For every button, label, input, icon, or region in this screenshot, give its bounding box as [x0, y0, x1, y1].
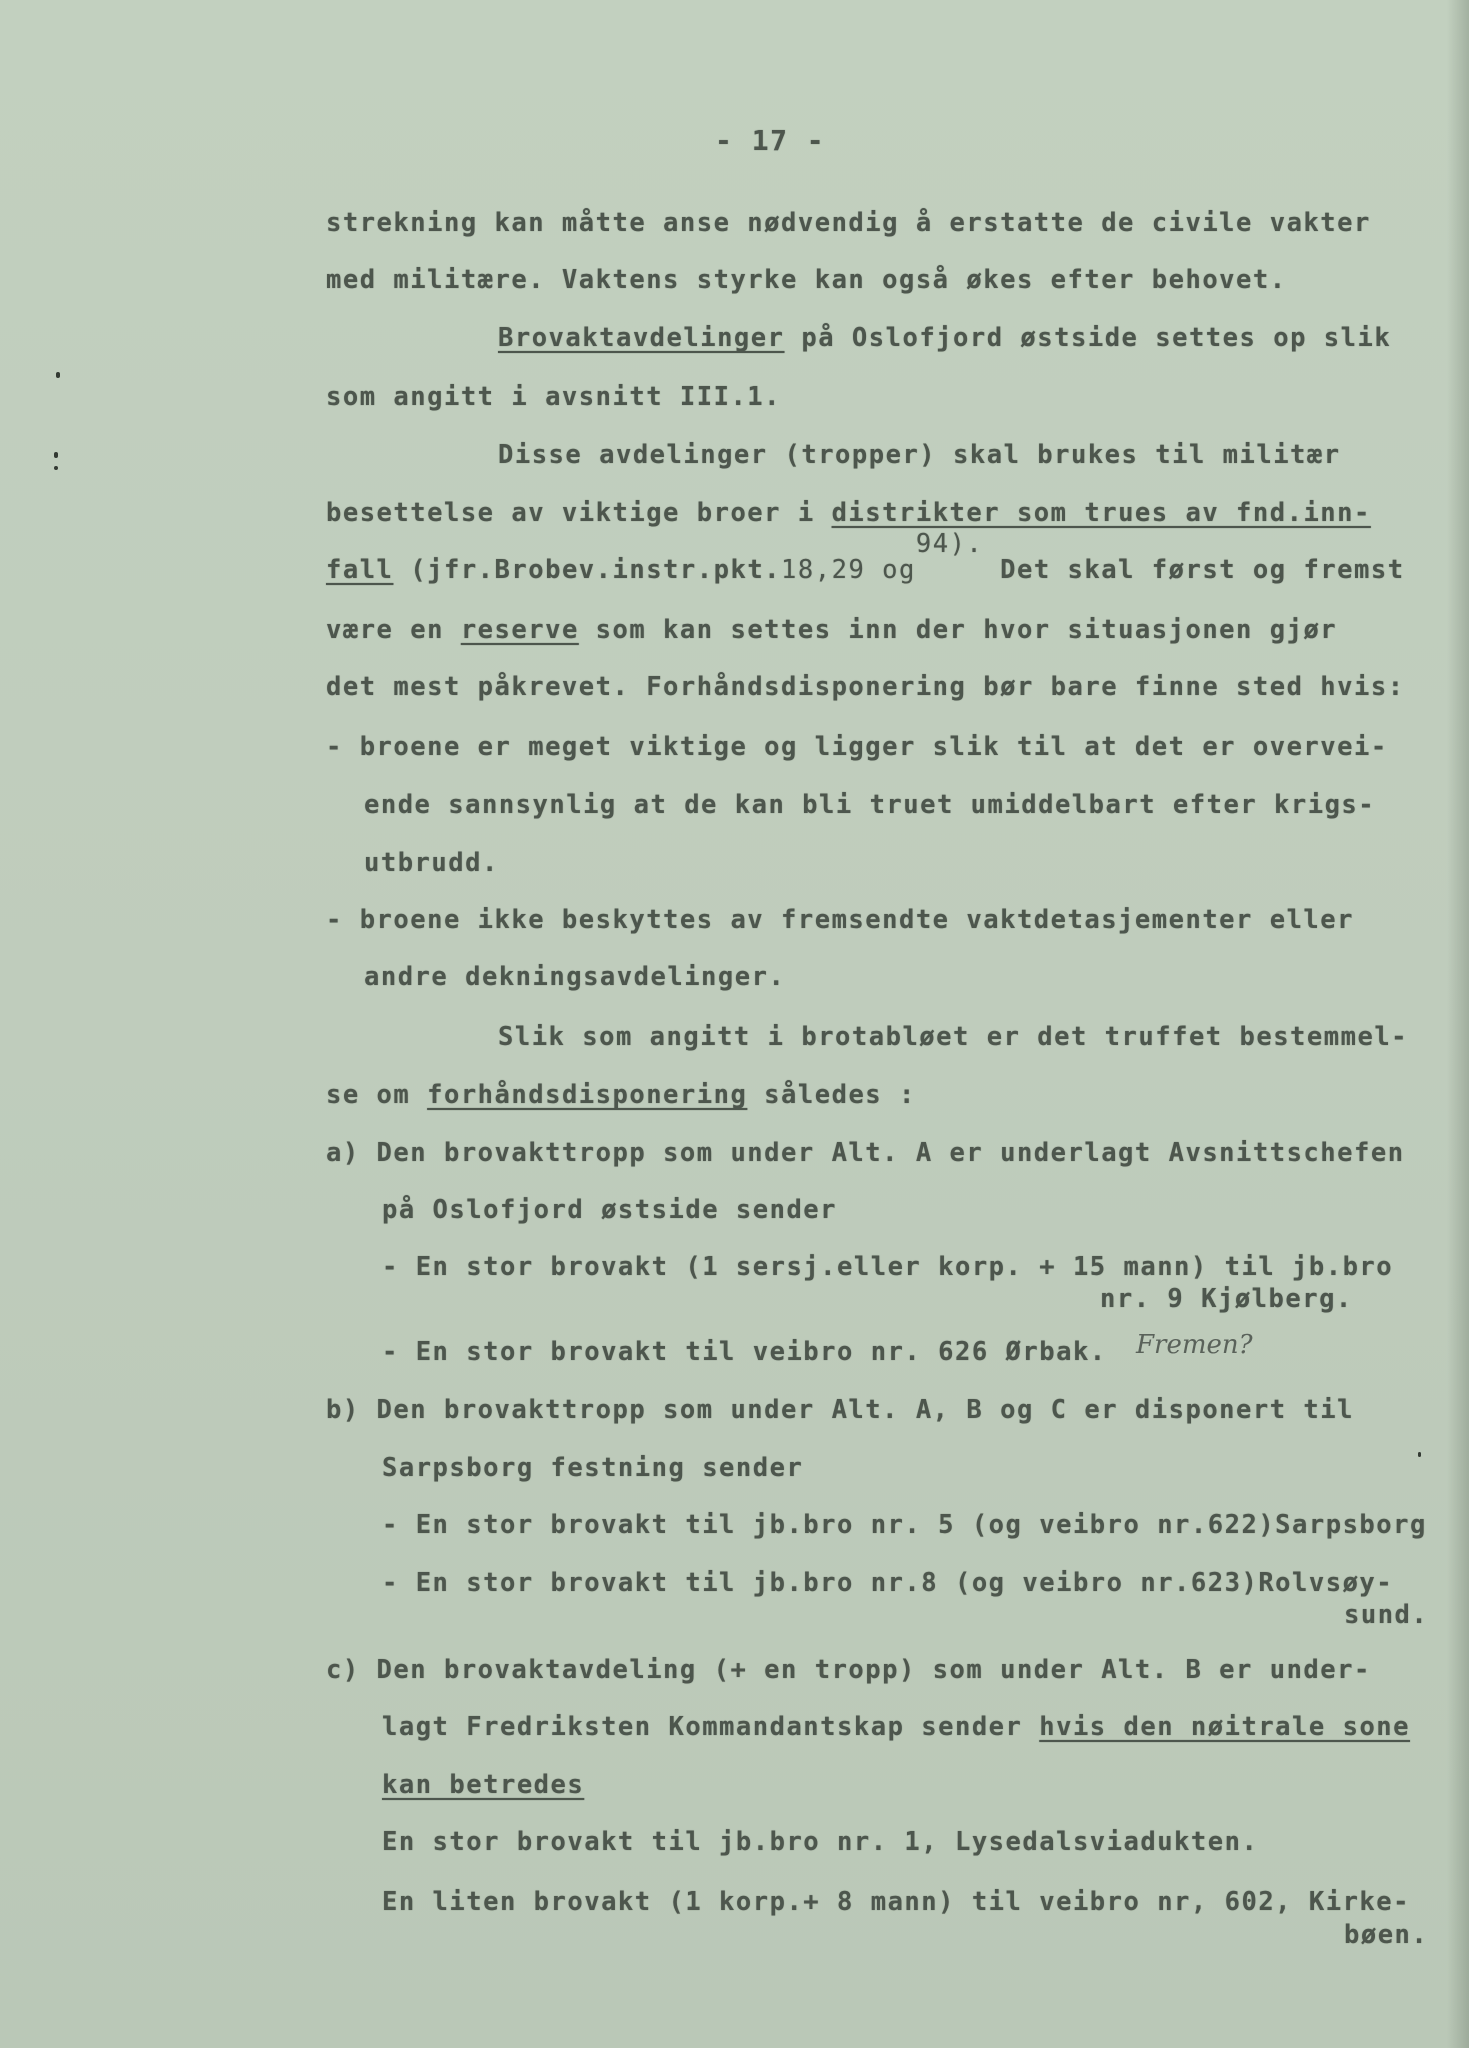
underlined-term: kan betredes: [382, 1770, 585, 1800]
footnote-ref: 94).: [915, 529, 984, 559]
bullet-line: utbrudd.: [364, 848, 499, 878]
text-segment: lagt Fredriksten Kommandantskap sender: [382, 1712, 1040, 1742]
text-line: det mest påkrevet. Forhåndsdisponering bør bare finne sted hvis:: [326, 672, 1405, 702]
page-number: - 17 -: [715, 124, 826, 157]
item-c-line: [382, 1770, 584, 1800]
text-segment: Det skal først og fremst: [983, 555, 1405, 585]
item-a-subline: - En stor brovakt til veibro nr. 626 Ørbak.: [382, 1337, 1107, 1367]
item-b-subline: - En stor brovakt til jb.bro nr. 5 (og veibro nr.622)Sarpsborg: [382, 1510, 1427, 1540]
item-c-line: bøen.: [1344, 1920, 1429, 1950]
item-a-subline: - En stor brovakt (1 sersj.eller korp. + 15 mann) til jb.bro: [382, 1252, 1394, 1282]
item-a-subline: nr. 9 Kjølberg.: [1100, 1284, 1353, 1314]
text-segment: (jfr.Brobev.instr.pkt.: [393, 555, 782, 585]
bullet-line: ende sannsynlig at de kan bli truet umiddelbart efter krigs-: [364, 790, 1376, 820]
text-line: Disse avdelinger (tropper) skal brukes til militær: [498, 440, 1341, 470]
item-b-subline: - En stor brovakt til jb.bro nr.8 (og veibro nr.623)Rolvsøy-: [382, 1568, 1394, 1598]
underlined-term: forhåndsdisponering: [427, 1080, 748, 1110]
text-segment: således :: [747, 1080, 916, 1110]
text-line: [498, 323, 1391, 353]
item-a-line: på Oslofjord østside sender: [382, 1195, 838, 1225]
item-c-line: c) Den brovaktavdeling (+ en tropp) som under Alt. B er under-: [326, 1655, 1371, 1685]
text-line: med militære. Vaktens styrke kan også økes efter behovet.: [326, 265, 1287, 295]
text-segment: se om: [326, 1080, 428, 1110]
text-segment: som kan settes inn der hvor situasjonen gjør: [578, 615, 1338, 645]
underlined-term: Brovaktavdelinger: [498, 323, 785, 353]
underlined-term: distrikter som trues av fnd.inn-: [831, 498, 1371, 528]
text-line: som angitt i avsnitt III.1.: [326, 382, 782, 412]
item-b-line: Sarpsborg festning sender: [382, 1453, 804, 1483]
handwritten-note: Fremen?: [1136, 1330, 1253, 1360]
text-line: [326, 529, 1405, 585]
text-segment: være en: [326, 615, 461, 645]
ink-speck: [1418, 1452, 1421, 1457]
text-segment: besettelse av viktige broer i: [326, 498, 832, 528]
underlined-term: hvis den nøitrale sone: [1039, 1712, 1411, 1742]
text-line: strekning kan måtte anse nødvendig å erstatte de civile vakter: [326, 208, 1371, 238]
text-line: [326, 615, 1337, 645]
binding-mark: [54, 466, 58, 470]
binding-mark: [54, 452, 58, 458]
text-line: Slik som angitt i brotabløet er det truffet bestemmel-: [498, 1022, 1409, 1052]
item-b-subline: sund.: [1344, 1600, 1429, 1630]
binding-mark: [56, 372, 60, 378]
item-c-line: En liten brovakt (1 korp.+ 8 mann) til veibro nr, 602, Kirke-: [382, 1887, 1410, 1917]
item-c-line: En stor brovakt til jb.bro nr. 1, Lysedalsviadukten.: [382, 1827, 1259, 1857]
bullet-line: - broene ikke beskyttes av fremsendte vaktdetasjementer eller: [326, 905, 1354, 935]
bullet-line: - broene er meget viktige og ligger slik til at det er overvei-: [326, 732, 1388, 762]
item-b-line: b) Den brovakttropp som under Alt. A, B og C er disponert til: [326, 1395, 1354, 1425]
handwritten-insert: 18,29 og: [781, 555, 916, 585]
item-a-line: a) Den brovakttropp som under Alt. A er underlagt Avsnittschefen: [326, 1138, 1405, 1168]
item-c-line: [382, 1712, 1410, 1742]
bullet-line: andre dekningsavdelinger.: [364, 962, 786, 992]
page-edge-shadow: [1447, 0, 1469, 2048]
text-line: [326, 498, 1371, 528]
text-segment: på Oslofjord østside settes op slik: [784, 323, 1392, 353]
underlined-term: fall: [326, 555, 394, 585]
underlined-term: reserve: [460, 615, 579, 645]
text-line: [326, 1080, 916, 1110]
